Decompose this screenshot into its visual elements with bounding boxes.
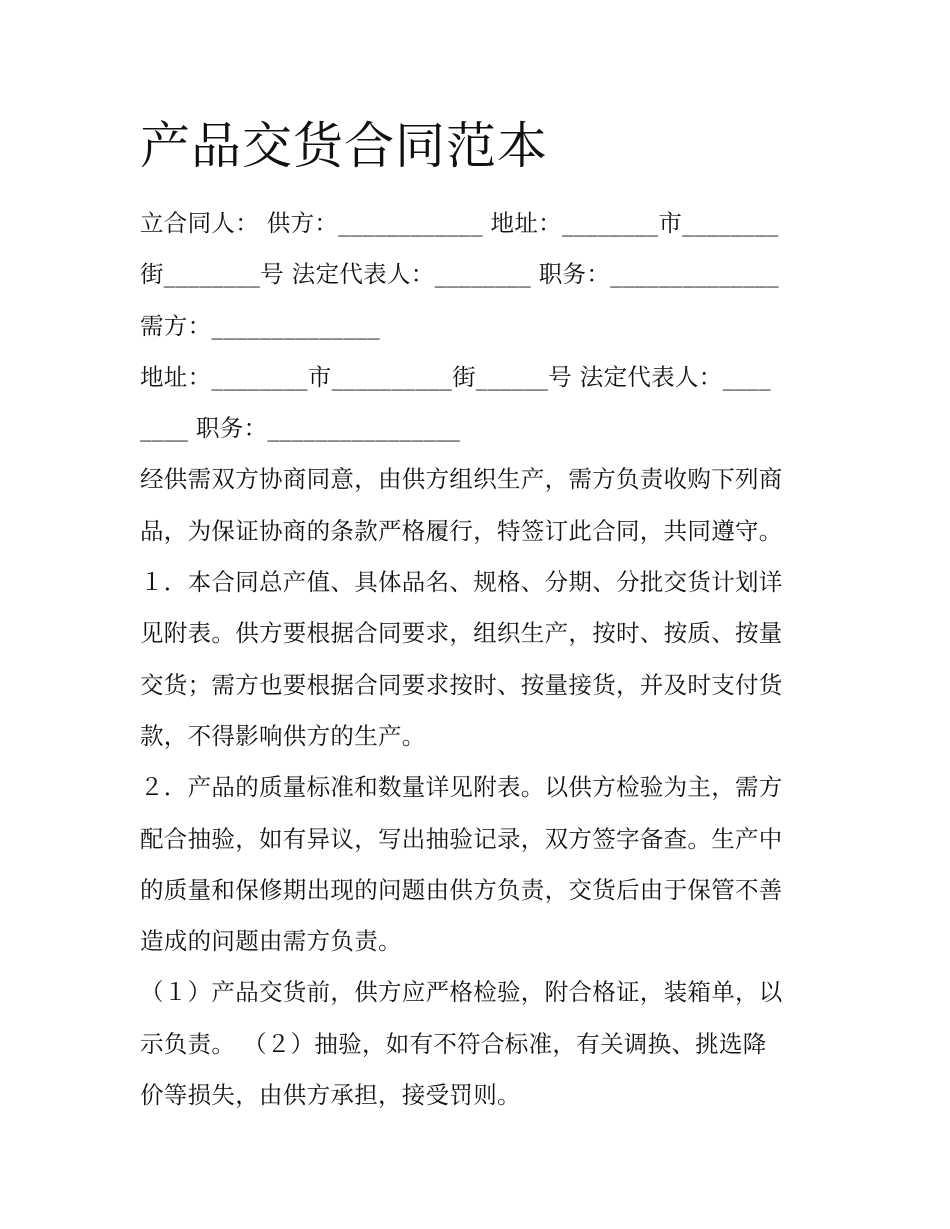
body-line: 款，不得影响供方的生产。 — [140, 721, 426, 750]
document-title: 产品交货合同范本 — [140, 117, 548, 175]
body-line: 配合抽验，如有异议，写出抽验记录，双方签字备查。生产中 — [140, 824, 783, 853]
body-line: 交货；需方也要根据合同要求按时、按量接货，并及时支付货 — [140, 670, 783, 699]
body-line: ２．产品的质量标准和数量详见附表。以供方检验为主，需方 — [140, 773, 783, 802]
body-line: 的质量和保修期出现的问题由供方负责，交货后由于保管不善 — [140, 875, 783, 904]
body-line: 地址：________市__________街______号 法定代表人：____ — [140, 362, 771, 391]
body-line: ____ 职务：________________ — [140, 414, 461, 443]
body-line: 价等损失，由供方承担，接受罚则。 — [140, 1081, 521, 1110]
body-line: 品，为保证协商的条款严格履行，特签订此合同，共同遵守。 — [140, 516, 783, 545]
body-line: 街________号 法定代表人：________ 职务：______________ — [140, 260, 779, 289]
body-line: １．本合同总产值、具体品名、规格、分期、分批交货计划详 — [140, 568, 783, 597]
body-line: 示负责。 （２）抽验，如有不符合标准，有关调换、挑选降 — [140, 1029, 767, 1058]
document-body — [140, 198, 820, 1121]
body-line: 造成的问题由需方负责。 — [140, 927, 402, 956]
body-line: 经供需双方协商同意，由供方组织生产，需方负责收购下列商 — [140, 465, 783, 494]
body-line: 需方：______________ — [140, 311, 381, 340]
body-line: 立合同人： 供方：____________ 地址：________市________ — [140, 209, 779, 237]
body-line: 见附表。供方要根据合同要求，组织生产，按时、按质、按量 — [140, 619, 783, 648]
body-line: （１）产品交货前，供方应严格检验，附合格证，装箱单，以 — [140, 978, 783, 1007]
